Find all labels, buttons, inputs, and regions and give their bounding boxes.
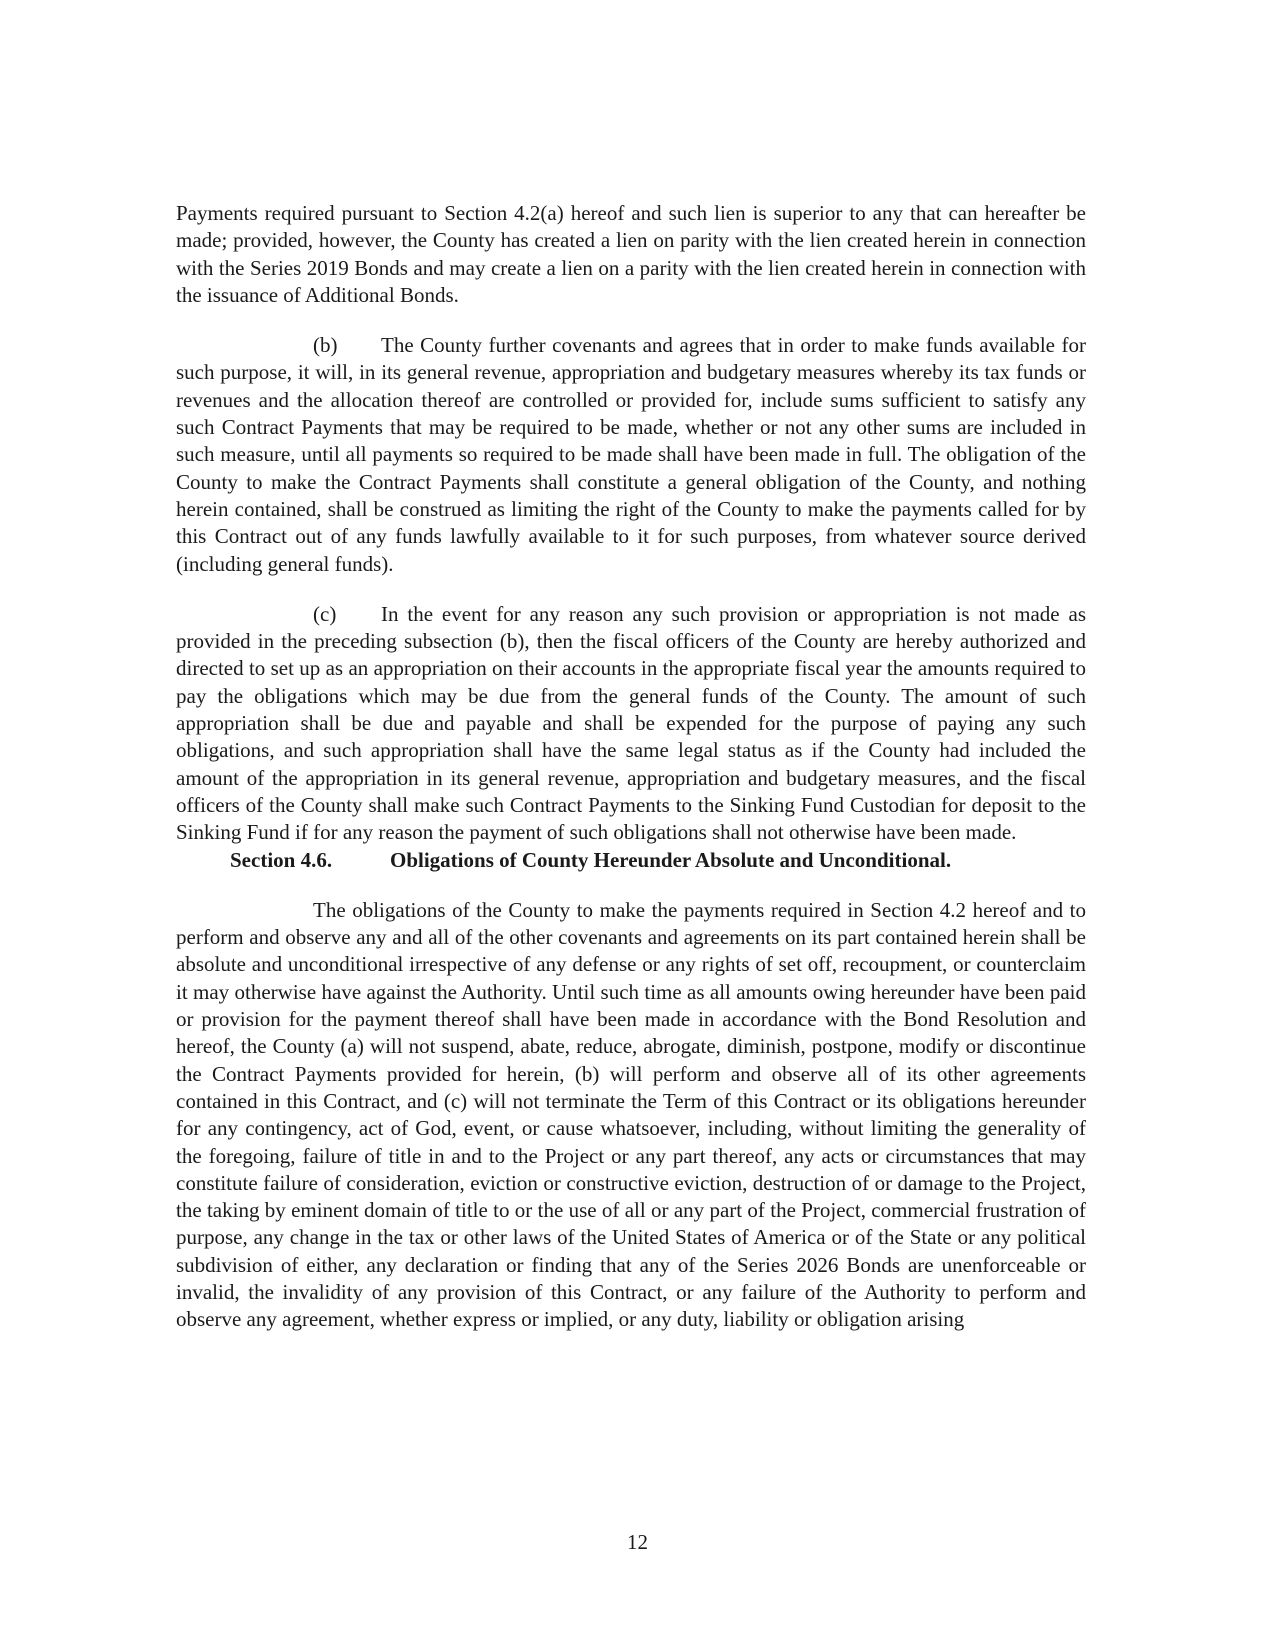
- document-body: [176, 200, 1086, 1334]
- page-number: 12: [627, 1530, 648, 1554]
- subsection-b-label: (b): [313, 333, 338, 358]
- section-title: Obligations of County Hereunder Absolute and Unconditional.: [390, 847, 952, 872]
- subsection-b-text: The County further covenants and agrees that in order to make funds available for such purpose, it will, in its general revenue, appropriation and budgetary measures whereby its tax funds or revenues and the allocation thereof are controlled or provided for, include sums sufficient to satisfy any such Contract Payments that may be required to be made, whether or not any other sums are included in such measure, until all payments so required to be made shall have been made in full. The obligation of the County to make the Contract Payments shall constitute a general obligation of the County, and nothing herein contained, shall be construed as limiting the right of the County to make the payments called for by this Contract out of any funds lawfully available to it for such purposes, from whatever source derived (including general funds).: [176, 333, 1086, 576]
- paragraph-subsection-c: [176, 601, 1086, 847]
- subsection-c-text: In the event for any reason any such provision or appropriation is not made as provided in the preceding subsection (b), then the fiscal officers of the County are hereby authorized and directed to set up as an appropriation on their accounts in the appropriate fiscal year the amounts required to pay the obligations which may be due from the general funds of the County. The amount of such appropriation shall be due and payable and shall be expended for the purpose of paying any such obligations, and such appropriation shall have the same legal status as if the County had included the amount of the appropriation in its general revenue, appropriation and budgetary measures, and the fiscal officers of the County shall make such Contract Payments to the Sinking Fund Custodian for deposit to the Sinking Fund if for any reason the payment of such obligations shall not otherwise have been made.: [176, 601, 1086, 845]
- section-heading: [176, 847, 1086, 874]
- paragraph-continuation: Payments required pursuant to Section 4.2(a) hereof and such lien is superior to any that can hereafter be made; provided, however, the County has created a lien on parity with the lien created herein in connection with the Series 2019 Bonds and may create a lien on a parity with the lien created herein in connection with the issuance of Additional Bonds.: [176, 201, 1086, 307]
- section-number: Section 4.6.: [230, 847, 333, 872]
- paragraph-subsection-b: [176, 332, 1086, 578]
- subsection-c-label: (c): [313, 601, 337, 626]
- section-body-paragraph: The obligations of the County to make the payments required in Section 4.2 hereof and to perform and observe any and all of the other covenants and agreements on its part contained herein shall be absolute and unconditional irrespective of any defense or any rights of set off, recoupment, or counterclaim it may otherwise have against the Authority. Until such time as all amounts owing hereunder have been paid or provision for the payment thereof shall have been made in accordance with the Bond Resolution and hereof, the County (a) will not suspend, abate, reduce, abrogate, diminish, postpone, modify or discontinue the Contract Payments provided for herein, (b) will perform and observe all of its other agreements contained in this Contract, and (c) will not terminate the Term of this Contract or its obligations hereunder for any contingency, act of God, event, or cause whatsoever, including, without limiting the generality of the foregoing, failure of title in and to the Project or any part thereof, any acts or circumstances that may constitute failure of consideration, eviction or constructive eviction, destruction of or damage to the Project, the taking by eminent domain of title to or the use of all or any part of the Project, commercial frustration of purpose, any change in the tax or other laws of the United States of America or of the State or any political subdivision of either, any declaration or finding that any of the Series 2026 Bonds are unenforceable or invalid, the invalidity of any provision of this Contract, or any failure of the Authority to perform and observe any agreement, whether express or implied, or any duty, liability or obligation arising: [176, 897, 1086, 1332]
